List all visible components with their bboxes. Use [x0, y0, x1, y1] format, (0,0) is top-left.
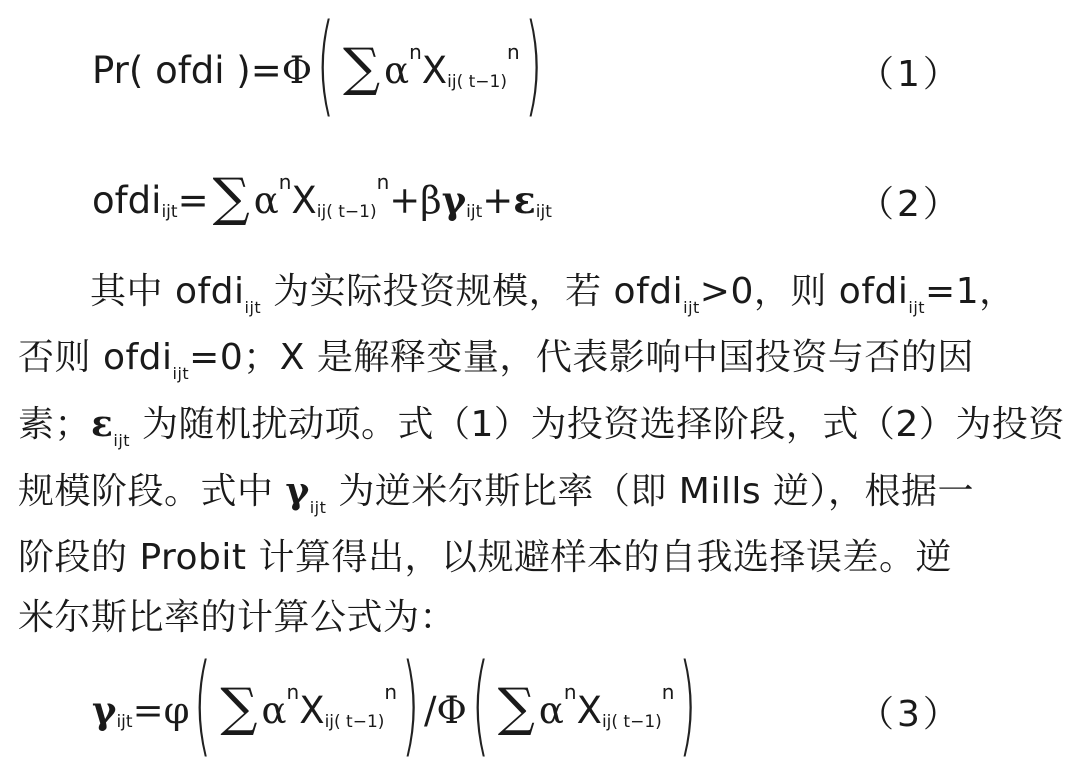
para-l1-sub3: ijt	[908, 298, 926, 317]
eq1-right-paren: )	[524, 0, 543, 128]
eq2-sum: ∑	[212, 168, 250, 228]
eq3-left-paren-2: (	[471, 640, 490, 768]
para-line-2	[18, 328, 978, 394]
eq3-X-sub-1: ij( t−1)	[324, 712, 385, 732]
para-l1c: >0，则 ofdi	[699, 271, 909, 312]
eq2-epsilon-sub: ijt	[535, 202, 552, 222]
eq3-X-2: X	[576, 688, 602, 732]
para-line-5: 阶段的 Probit 计算得出，以规避样本的自我选择误差。逆	[18, 537, 952, 578]
para-l3b: 为随机扰动项。式（1）为投资选择阶段，式（2）为投资	[130, 404, 1065, 445]
eq2-alpha: α	[253, 178, 279, 222]
eq3-Phi: Φ	[436, 688, 467, 732]
eq3-X-sup-1: n	[384, 680, 398, 704]
eq3-alpha-1: α	[261, 688, 287, 732]
eq3-right-paren-2: )	[678, 640, 697, 768]
eq1-X: X	[421, 48, 448, 92]
eq3-left-paren-1: (	[193, 640, 212, 768]
para-l3-sub: ijt	[113, 431, 131, 450]
eq1-alpha-sup: n	[409, 40, 422, 64]
para-l4b: 为逆米尔斯比率（即 Mills 逆），根据一	[326, 471, 975, 512]
eq1-left-paren: (	[316, 0, 335, 128]
eq3-gamma-sub: ijt	[116, 712, 133, 732]
para-l3-epsilon: ε	[91, 403, 114, 445]
para-line-3	[18, 394, 1065, 461]
eq3-right-paren-1: )	[401, 640, 420, 768]
eq2-ofdi: ofdi	[92, 178, 162, 222]
para-l2a: 否则 ofdi	[18, 337, 173, 378]
para-l4a: 规模阶段。式中	[18, 471, 286, 512]
equation-2	[92, 140, 552, 260]
para-l2-sub: ijt	[172, 364, 190, 383]
eq1-alpha: α	[384, 48, 410, 92]
para-l2b: =0；X 是解释变量，代表影响中国投资与否的因	[189, 337, 974, 378]
eq2-number: （2）	[858, 184, 962, 225]
eq3-X-sup-2: n	[661, 680, 675, 704]
eq3-alpha-sup-1: n	[286, 680, 300, 704]
equation-3	[92, 640, 701, 770]
eq2-ofdi-sub: ijt	[161, 202, 178, 222]
eq3-alpha-2: α	[538, 688, 564, 732]
eq3-X-1: X	[299, 688, 325, 732]
eq2-plus: +	[482, 178, 514, 222]
equation-1	[92, 0, 547, 130]
eq3-number: （3）	[858, 694, 962, 735]
eq3-gamma: γ	[92, 688, 117, 732]
para-l1-sub2: ijt	[683, 298, 700, 317]
eq3-eq-phi: =φ	[132, 688, 190, 732]
para-l4-gamma: γ	[285, 470, 310, 512]
eq2-X: X	[291, 178, 317, 222]
eq1-sum: ∑	[342, 38, 381, 98]
eq3-sum-1: ∑	[220, 678, 258, 738]
para-l1a: 其中 ofdi	[90, 271, 245, 312]
para-l1-sub1: ijt	[244, 298, 262, 317]
para-l1d: =1，	[925, 271, 1016, 312]
para-line-4	[18, 461, 978, 528]
eq1-X-sub: ij( t−1)	[447, 72, 507, 92]
para-l3a: 素；	[18, 404, 92, 445]
para-line-6: 米尔斯比率的计算公式为：	[18, 597, 457, 638]
eq3-X-sub-2: ij( t−1)	[601, 712, 662, 732]
body-paragraph	[18, 262, 1065, 648]
para-line-1	[18, 262, 1016, 328]
eq3-slash: /	[424, 688, 437, 732]
eq2-plus-beta: +β	[389, 178, 442, 222]
para-l1b: 为实际投资规模，若 ofdi	[261, 271, 684, 312]
eq1-number: （1）	[858, 54, 962, 95]
eq1-X-sup: n	[506, 40, 520, 64]
eq1-lhs: Pr( ofdi )=	[92, 48, 282, 92]
eq2-alpha-sup: n	[278, 170, 292, 194]
eq2-gamma-sub: ijt	[466, 202, 483, 222]
para-l4-sub: ijt	[309, 498, 327, 517]
eq2-X-sup: n	[376, 170, 390, 194]
eq1-Phi: Φ	[281, 48, 313, 92]
eq2-X-sub: ij( t−1)	[316, 202, 377, 222]
eq2-eq: =	[177, 178, 209, 222]
eq3-sum-2: ∑	[497, 678, 535, 738]
eq2-epsilon: ε	[513, 178, 536, 222]
eq3-alpha-sup-2: n	[563, 680, 577, 704]
eq2-gamma: γ	[441, 178, 467, 222]
